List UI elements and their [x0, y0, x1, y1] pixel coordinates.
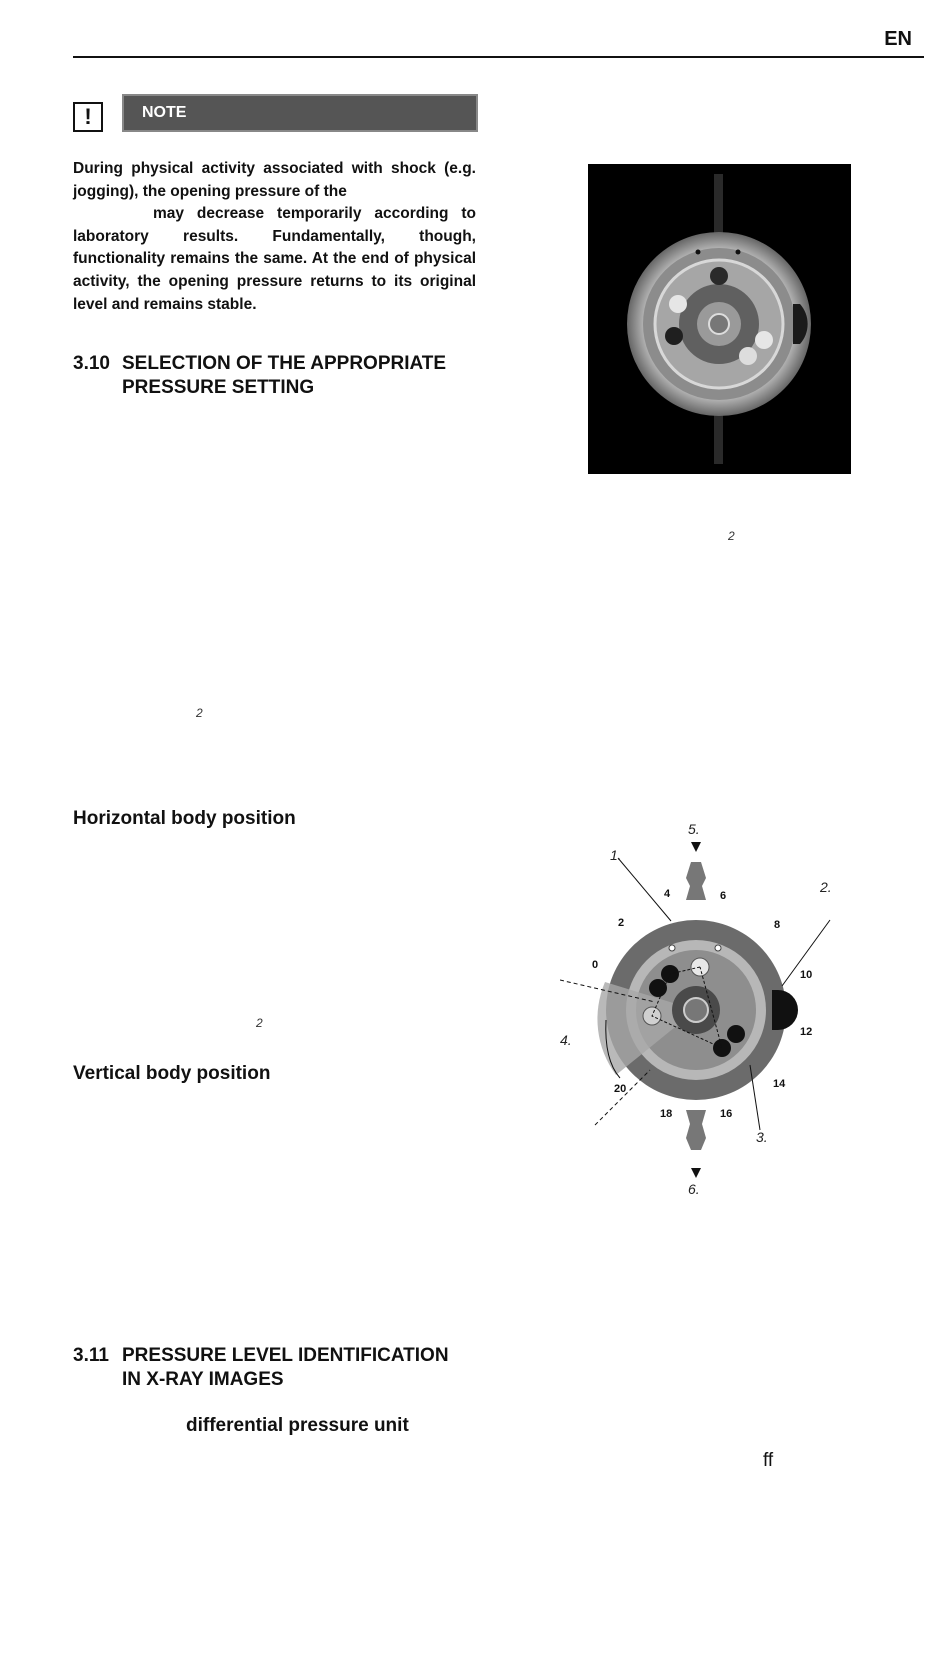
arrow-down-icon — [691, 842, 701, 852]
valve-diagram — [560, 820, 880, 1240]
header-rule — [73, 56, 924, 58]
vertical-position-heading: Vertical body position — [73, 1063, 271, 1084]
callout-label: 4. — [560, 1032, 572, 1048]
note-text-line1: During physical activity associated with shock (e.g. jogging), the opening pressure of the — [73, 160, 476, 200]
arrow-down-icon — [691, 1168, 701, 1178]
language-code: EN — [884, 28, 912, 50]
scale-label: 16 — [720, 1108, 733, 1120]
scale-label: 6 — [720, 890, 727, 902]
section-311-title-1: PRESSURE LEVEL IDENTIFICATION — [122, 1345, 449, 1366]
superscript-fragment: 2 — [256, 1016, 263, 1030]
section-310-number: 3.10 — [73, 353, 110, 374]
scale-label: 14 — [773, 1078, 786, 1090]
scale-label: 10 — [800, 969, 813, 981]
callout-label: 2. — [820, 879, 832, 895]
scale-label: 8 — [774, 919, 781, 931]
section-311-number: 3.11 — [73, 1345, 109, 1366]
scale-label: 18 — [660, 1108, 673, 1120]
scale-label: 2 — [618, 917, 625, 929]
note-text-line2: may decrease temporarily according to laboratory results. Fundamentally, though, functionality remains the same. At the end of physical activity, the opening pressure returns to its original level and remains stable. — [73, 205, 476, 313]
xray-image — [588, 164, 851, 474]
warning-icon: ! — [73, 102, 103, 132]
scale-label: 0 — [592, 959, 599, 971]
section-311-heading — [73, 1344, 503, 1392]
note-text — [73, 158, 476, 316]
callout-label: 6. — [688, 1181, 700, 1197]
note-label: NOTE — [142, 104, 187, 121]
scale-label: 12 — [800, 1026, 813, 1038]
inlet-connector — [686, 862, 706, 900]
section-310-title-1: SELECTION OF THE APPROPRIATE — [122, 353, 447, 374]
callout-label: 5. — [688, 821, 700, 837]
horizontal-position-heading: Horizontal body position — [73, 808, 296, 829]
section-310-heading — [73, 352, 493, 400]
scale-label: 4 — [664, 888, 671, 900]
callout-label: 1. — [610, 847, 622, 863]
superscript-fragment: 2 — [196, 706, 203, 720]
outlet-connector — [686, 1110, 706, 1150]
scale-label: 20 — [614, 1083, 627, 1095]
callout-label: 3. — [756, 1129, 768, 1145]
section-310-title-2: PRESSURE SETTING — [122, 377, 315, 398]
differential-pressure-unit-text: differential pressure unit — [186, 1415, 409, 1436]
ligature-fragment: ff — [763, 1450, 774, 1471]
section-311-title-2: IN X-RAY IMAGES — [122, 1369, 284, 1390]
superscript-fragment: 2 — [728, 529, 735, 543]
